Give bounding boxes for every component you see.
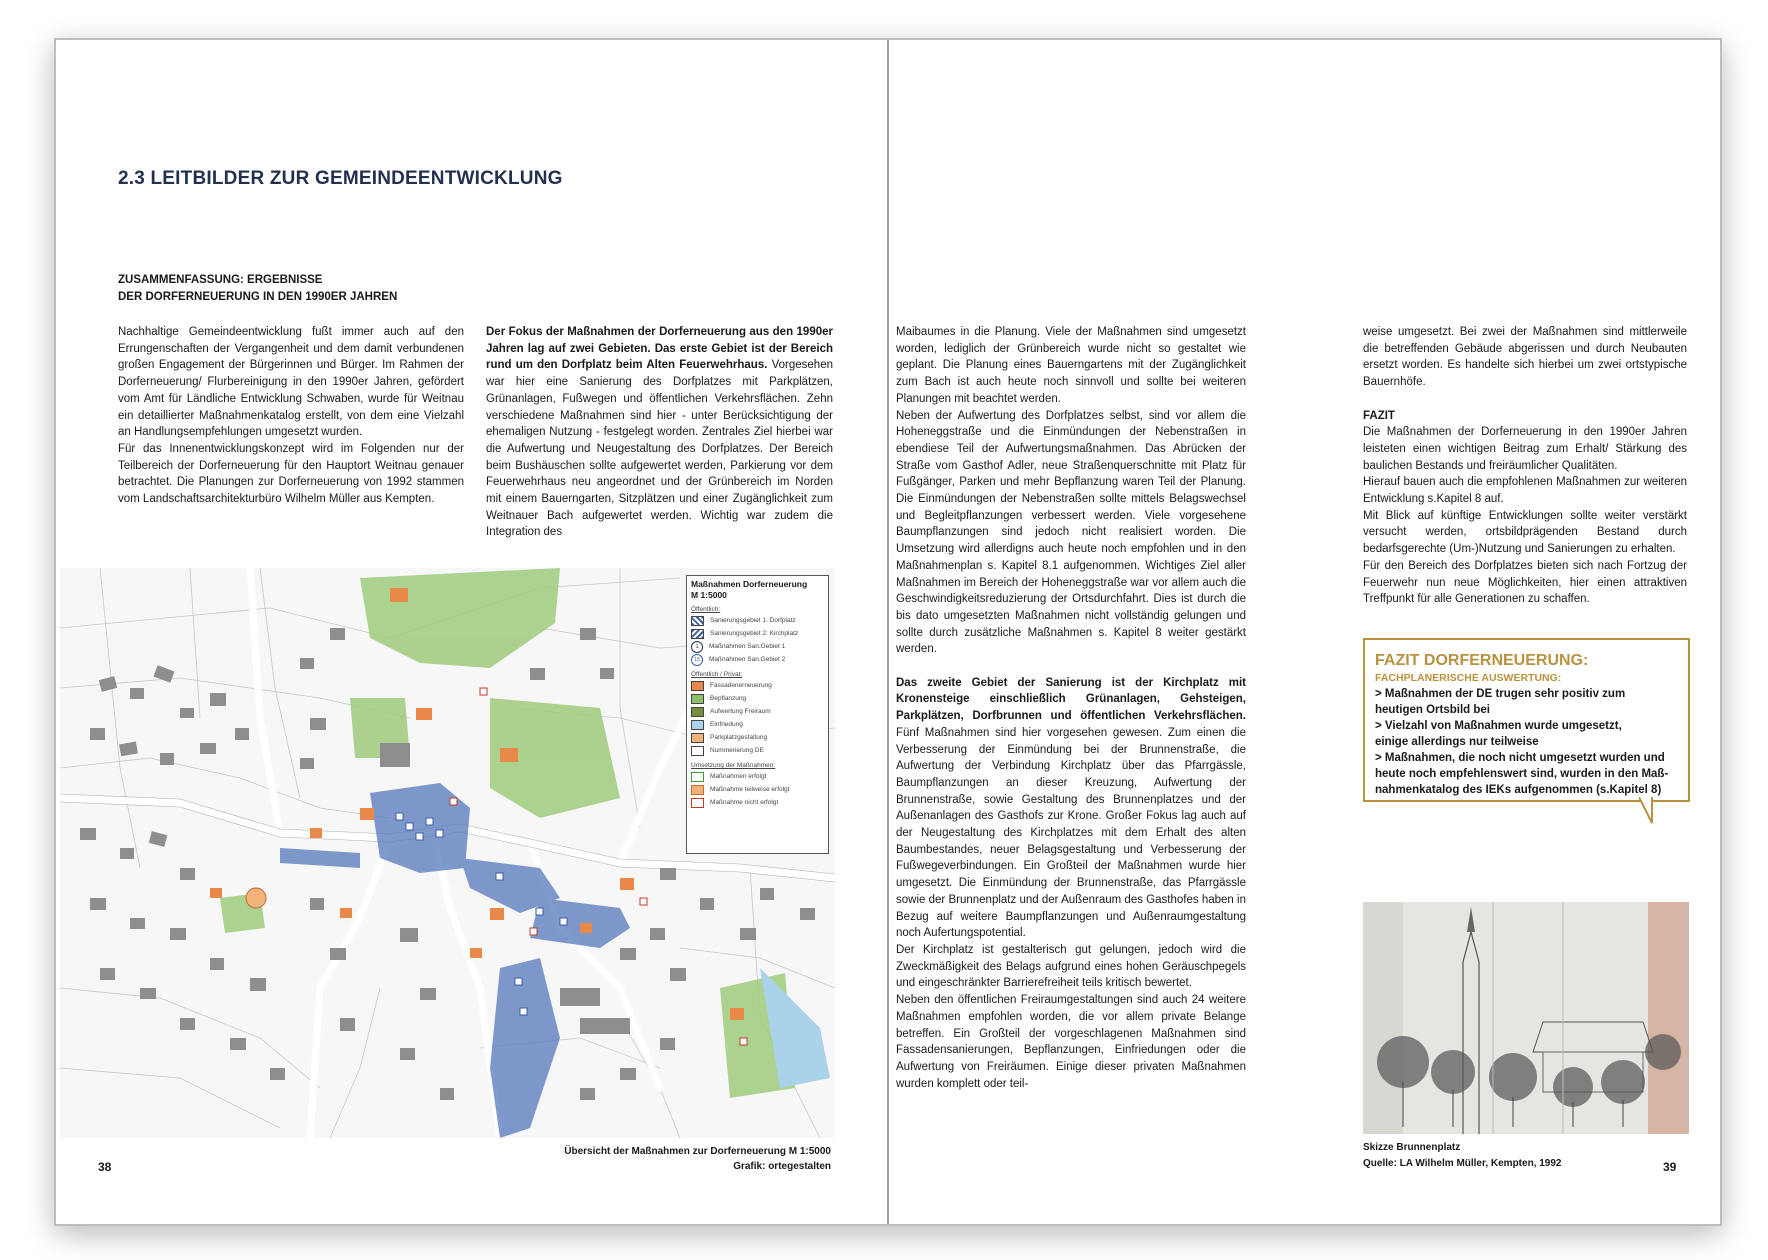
map-caption <box>564 1144 831 1174</box>
right-column-1 <box>896 324 1246 1092</box>
legend-label: Einfriedung <box>710 721 743 728</box>
fazit-line: einige allerdings nur teilweise <box>1375 736 1539 748</box>
legend-label: Maßnahme teilweise erfolgt <box>710 786 790 793</box>
paragraph <box>486 324 833 541</box>
legend-label: Sanierungsgebiet 1: Dorfplatz <box>710 617 796 624</box>
legend-label: Aufwertung Freiraum <box>710 708 771 715</box>
paragraph: weise umgesetzt. Bei zwei der Maßnahmen sind mittlerweile die betreffenden Gebäude abgerissen und durch Neubauten ersetzt worden. Es handelte sich hierbei um zwei ortstypische Bauernhöfe. <box>1363 326 1687 389</box>
legend-item <box>687 679 828 692</box>
subheading-line-1: ZUSAMMENFASSUNG: ERGEBNISSE <box>118 274 323 286</box>
legend-label: Maßnahmen erfolgt <box>710 773 767 780</box>
left-column-2 <box>486 324 833 541</box>
sketch-caption-line-2: Quelle: LA Wilhelm Müller, Kempten, 1992 <box>1363 1158 1562 1169</box>
paragraph: Die Maßnahmen der Dorferneuerung in den 1990er Jahren leisteten einen wichtigen Beitrag zum Erhalt/ Stärkung des baulichen Bestands und freiräumlicher Qualitäten. <box>1363 426 1687 472</box>
facade-swatch-icon <box>691 681 704 691</box>
map-caption-line-1: Übersicht der Maßnahmen zur Dorferneuerung M 1:5000 <box>564 1146 831 1157</box>
fazit-line: heute noch empfehlenswert sind, wurden in den Maß- <box>1375 768 1669 780</box>
brunnenplatz-sketch <box>1363 902 1689 1134</box>
legend-label: Fassadenerneuerung <box>710 682 772 689</box>
legend-section-private: Öffentlich / Privat: <box>691 671 743 678</box>
paragraph: Der Kirchplatz ist gestalterisch gut gelungen, jedoch wird die Zweckmäßigkeit des Belags aufgrund eines hohen Geräuschpegels und eingeschränkter Barrierefreiheit teils kritisch bewertet. <box>896 944 1246 990</box>
paragraph: Mit Blick auf künftige Entwicklungen sollte weiter verstärkt versucht werden, ortsbildprägenden Bestand durch bedarfsgerechte (Um-)Nutzung und Sanierungen zu erhalten. <box>1363 509 1687 556</box>
check-icon <box>691 772 704 782</box>
paragraph: Für das Innenentwicklungskonzept wird im Folgenden nur der Teilbereich der Dorferneuerung für den Hauptort Weitnau genauer betrachtet. Die Planungen zur Dorferneuerung von 1992 stammen vom Landschaftsarchitekturbüro Wilhelm Müller aus Kempten. <box>118 442 464 506</box>
legend-label: Maßnahmen San.Gebiet 1 <box>709 643 786 650</box>
fazit-line: heutigen Ortsbild bei <box>1375 704 1491 716</box>
fazit-heading: FAZIT <box>1363 409 1395 422</box>
legend-label: Maßnahmen San.Gebiet 2 <box>709 656 786 663</box>
fazit-box-title: FAZIT DORFERNEUERUNG: <box>1375 652 1589 669</box>
circle-marker-icon: 15 <box>691 654 703 666</box>
freiraum-swatch-icon <box>691 707 704 717</box>
paragraph: Neben den öffentlichen Freiraumgestaltungen sind auch 24 weitere Maßnahmen empfohlen worden, die vor allem private Belange betreffen. Ein Großteil der vorgeschlagenen Maßnahmen sind Fassadensanierungen, Bepflanzungen, Einfriedungen oder die Aufwertung von Freiräumen. Einige dieser privaten Maßnahmen wurden komplett oder teil- <box>896 994 1246 1090</box>
paragraph: Nachhaltige Gemeindeentwicklung fußt immer auch auf den Errungenschaften der Vergangenheit und dem damit verbundenen großen Engagement der Bürgerinnen und Bürger. Im Rahmen der Dorferneuerung/ Flurbereinigung in den 1990er Jahren, gefördert vom Amt für Ländliche Entwicklung Schwaben, wurde für Weitnau ein detaillierter Maßnahmenkatalog erstellt, von dem eine Vielzahl an Handlungsempfehlungen umgesetzt wurden. <box>118 326 464 439</box>
left-column-1 <box>118 324 464 508</box>
fazit-line: > Vielzahl von Maßnahmen wurde umgesetzt, <box>1375 720 1622 732</box>
right-column-2 <box>1363 324 1687 608</box>
legend-title-line-1: Maßnahmen Dorferneuerung <box>691 579 808 589</box>
sketch-drawing <box>1363 902 1689 1134</box>
hatch-swatch-icon <box>691 629 704 639</box>
parking-swatch-icon <box>691 733 704 743</box>
fazit-line: > Maßnahmen der DE trugen sehr positiv zum <box>1375 688 1626 700</box>
number-swatch-icon <box>691 746 704 756</box>
partial-icon <box>691 785 704 795</box>
fazit-line: nahmenkatalog des IEKs aufgenommen (s.Kapitel 8) <box>1375 784 1662 796</box>
sketch-caption <box>1363 1140 1561 1172</box>
fence-swatch-icon <box>691 720 704 730</box>
legend-label: Bepflanzung <box>710 695 747 702</box>
fazit-box-subtitle: FACHPLANERISCHE AUSWERTUNG: <box>1375 672 1562 684</box>
hatch-swatch-icon <box>691 616 704 626</box>
legend-section-status: Umsetzung der Maßnahmen: <box>691 762 776 769</box>
cross-icon <box>691 798 704 808</box>
legend-title-line-2: M 1:5000 <box>691 590 727 600</box>
paragraph: Hierauf bauen auch die empfohlenen Maßnahmen zur weiteren Entwicklung s.Kapitel 8 auf. <box>1363 476 1687 506</box>
sketch-caption-line-1: Skizze Brunnenplatz <box>1363 1142 1461 1153</box>
paragraph-text: Vorgesehen war hier eine Sanierung des Dorfplatzes mit Parkplätzen, Grünanlagen, Fußwegen und öffentlichen Verkehrsflächen. Zehn verschiedene Maßnahmen sind hier - unter Berücksichtigung der ehemaligen Nutzung - festgelegt worden. Zentrales Ziel hierbei war die Aufwertung und Neugestaltung des Dorfplatzes. Der Bereich beim Bushäuschen sollte aufgewertet werden, Parkierung vor dem Feuerwehrhaus neu angeordnet und der Grünbereich im Norden mit einem Bauerngarten, Sitzplätzen und einer Zugänglichkeit zum Weitnauer Bach aufgewertet werden. Wichtig war zudem die Integration des <box>486 359 833 539</box>
bold-lead: Das zweite Gebiet der Sanierung ist der Kirchplatz mit Kronensteige einschließlich Grünanlagen, Gehsteigen, Parkplätzen, Dorfbrunnen und öffentlichen Verkehrsflächen. <box>896 676 1246 723</box>
paragraph: Maibaumes in die Planung. Viele der Maßnahmen sind umgesetzt worden, lediglich der Grünbereich wurde nicht so gestaltet wie geplant. Die Planung eines Bauerngartens mit der Zugänglichkeit zum Bach ist auch heute noch sinnvoll und sollte bei weiteren Planungen mit beachtet werden. <box>896 326 1246 405</box>
legend-item <box>687 770 828 783</box>
page-number-right: 39 <box>1663 1160 1677 1174</box>
legend-item <box>687 718 828 731</box>
legend-label: Maßnahme nicht erfolgt <box>710 799 779 806</box>
fazit-box-body <box>1365 686 1688 798</box>
legend-item <box>687 614 828 627</box>
callout-pointer-icon <box>1639 797 1665 825</box>
section-subheading <box>118 272 397 306</box>
paragraph: Neben der Aufwertung des Dorfplatzes selbst, sind vor allem die Hoheneggstraße und die Einmündungen der Nebenstraßen in ebendiese Teil der Aufwertungsmaßnahmen. Das Abrücken der Straße vom Gasthof Adler, neue Straßenquerschnitte mit Platz für Fußgänger, Parken und mehr Bepflanzung waren Teil der Planung. Die Einmündungen der Nebenstraßen sollte mittels Belagswechsel und Begleitpflanzungen verbessert werden. Viele vorgesehene Baumpflanzungen sind jedoch nicht realisiert worden. Die Umsetzung wird allerdigns auch heute noch empfohlen und in den Maßnahmenplan s. Kapitel 8.1 aufgenommen. Wichtiges Ziel aller Maßnahmen im Bereich der Hoheneggstraße war vor allem auch die Geschwindigkeitsreduzierung der Ortsdurchfahrt. Dies ist durch die bis dato umgesetzten Maßnahmen nicht vollständig gelungen und sollte durch zusätzliche Maßnahmen s. Kapitel 8 weiter gestärkt werden. <box>896 409 1246 656</box>
fazit-line: > Maßnahmen, die noch nicht umgesetzt wurden und <box>1375 752 1665 764</box>
magazine-spread <box>54 38 1722 1226</box>
legend-item <box>687 783 828 796</box>
planting-swatch-icon <box>691 694 704 704</box>
legend-section-public: Öffentlich: <box>691 606 721 613</box>
legend-title <box>687 576 828 601</box>
map-legend <box>686 575 829 854</box>
legend-item <box>687 692 828 705</box>
legend-item <box>687 796 828 809</box>
legend-item <box>687 731 828 744</box>
legend-label: Nummerierung DE <box>710 747 764 754</box>
paragraph-text: Fünf Maßnahmen sind hier vorgesehen gewesen. Zum einen die Verbesserung der Einmündung bei der Brunnenstraße, die Aufwertung der Verbindung Kirchplatz über das Pfarrgässle, Baumpflanzungen an dieser Kreuzung, Aufwertung der Brunnenstraße, sowie Gestaltung des Brunnenplatzes und der Außenanlagen des Gasthofs zur Krone. Großer Fokus lag auch auf der Neugestaltung des Kirchplatzes mit dem Erhalt des alten Baumbestandes, neuer Belagsgestaltung und Verbesserung der Fußwegeverbindungen. Ein Großteil der Maßnahmen wurde hier umgesetzt. Die Einmündung der Brunnenstraße, das Pfarrgässle sowie der Brunnenplatz und der Außenraum des Gasthofes haben in Bezug auf weitere Baumpflanzungen und Außenraumgestaltung noch Aufertungspotential. <box>896 726 1246 940</box>
subheading-line-2: DER DORFERNEUERUNG IN DEN 1990ER JAHREN <box>118 291 398 303</box>
left-page <box>56 40 887 1224</box>
legend-item <box>687 744 828 757</box>
chapter-title: 2.3 LEITBILDER ZUR GEMEINDEENTWICKLUNG <box>118 168 563 189</box>
legend-item <box>687 705 828 718</box>
legend-label: Parkplatzgestaltung <box>710 734 768 741</box>
map-caption-line-2: Grafik: ortegestalten <box>733 1161 831 1172</box>
legend-item <box>687 653 828 666</box>
fazit-callout-box <box>1363 638 1690 802</box>
legend-label: Sanierungsgebiet 2: Kirchplatz <box>710 630 799 637</box>
paragraph: Für den Bereich des Dorfplatzes bieten sich nach Fortzug der Feuerwehr nun neue Möglichkeiten, hier einen attraktiven Treffpunkt für alle Generationen zu schaffen. <box>1363 559 1687 606</box>
bold-lead: Der Fokus der Maßnahmen der Dorferneuerung aus den 1990er Jahren lag auf zwei Gebieten. Das erste Gebiet ist der Bereich rund um den Dorfplatz beim Alten Feuerwehrhaus. <box>486 326 833 372</box>
paragraph <box>896 675 1246 942</box>
circle-marker-icon: 1 <box>691 641 703 653</box>
legend-item <box>687 640 828 653</box>
legend-item <box>687 627 828 640</box>
village-map <box>60 568 835 1138</box>
right-page <box>889 40 1720 1224</box>
page-number-left: 38 <box>98 1160 112 1174</box>
